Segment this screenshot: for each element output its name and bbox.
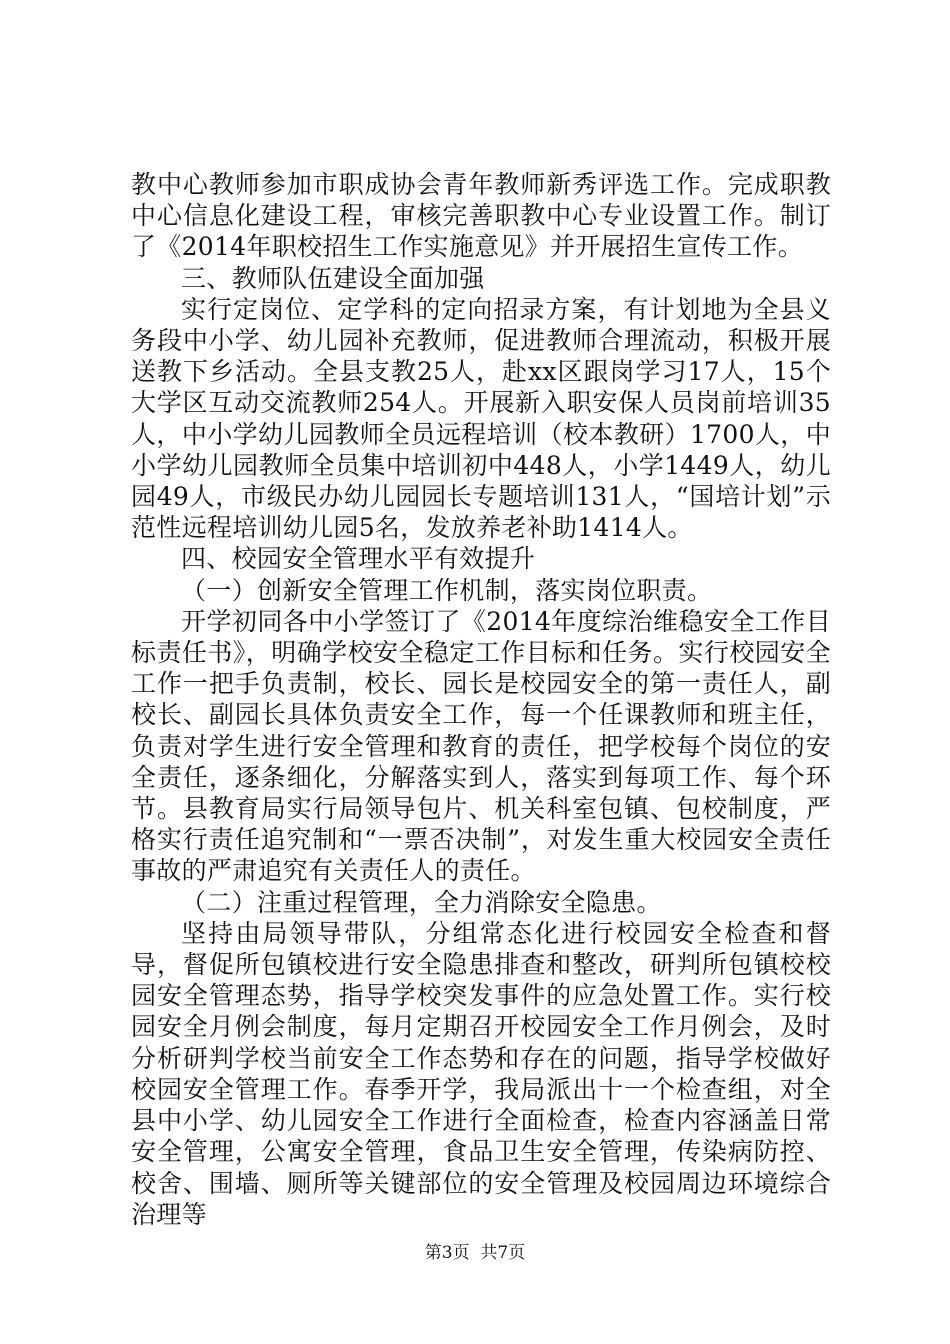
- paragraph-teachers: 实行定岗位、定学科的定向招录方案，有计划地为全县义务段中小学、幼儿园补充教师，促进教师合理流动，积极开展送教下乡活动。全县支教25人，赴xx区跟岗学习17人，15个大学区互动交流教师254人。开展新入职安保人员岗前培训35人，中小学幼儿园教师全员远程培训（校本教研）1700人，中小学幼儿园教师全员集中培训初中448人，小学1449人，幼儿园49人，市级民办幼儿园园长专题培训131人，“国培计划”示范性远程培训幼儿园5名，发放养老补助1414人。: [131, 294, 831, 543]
- paragraph-process: 坚持由局领导带队，分组常态化进行校园安全检查和督导，督促所包镇校进行安全隐患排查和整改，研判所包镇校校园安全管理态势，指导学校突发事件的应急处置工作。实行校园安全月例会制度，每月定期召开校园安全工作月例会，及时分析研判学校当前安全工作态势和存在的问题，指导学校做好校园安全管理工作。春季开学，我局派出十一个检查组，对全县中小学、幼儿园安全工作进行全面检查，检查内容涵盖日常安全管理，公寓安全管理，食品卫生安全管理，传染病防控、校舍、围墙、厕所等关键部位的安全管理及校园周边环境综合治理等: [131, 918, 831, 1229]
- section-heading-teachers: 三、教师队伍建设全面加强: [181, 263, 485, 293]
- subheading-mechanism: （一）创新安全管理工作机制，落实岗位职责。: [181, 575, 713, 605]
- paragraph-mechanism: 开学初同各中小学签订了《2014年度综治维稳安全工作目标责任书》，明确学校安全稳定工作目标和任务。实行校园安全工作一把手负责制，校长、园长是校园安全的第一责任人，副校长、副园长具体负责安全工作，每一个任课教师和班主任，负责对学生进行安全管理和教育的责任，把学校每个岗位的安全责任，逐条细化，分解落实到人，落实到每项工作、每个环节。县教育局实行局领导包片、机关科室包镇、包校制度，严格实行责任追究制和“一票否决制”，对发生重大校园安全责任事故的严肃追究有关责任人的责任。: [131, 606, 831, 886]
- section-heading-safety: 四、校园安全管理水平有效提升: [181, 544, 536, 574]
- document-body: [131, 169, 831, 1230]
- subheading-process: （二）注重过程管理，全力消除安全隐患。: [181, 887, 662, 917]
- page-number: 第3页 共7页: [424, 1243, 526, 1263]
- paragraph-1: 教中心教师参加市职成协会青年教师新秀评选工作。完成职教中心信息化建设工程，审核完善职教中心专业设置工作。制订了《2014年职校招生工作实施意见》并开展招生宣传工作。: [131, 170, 831, 262]
